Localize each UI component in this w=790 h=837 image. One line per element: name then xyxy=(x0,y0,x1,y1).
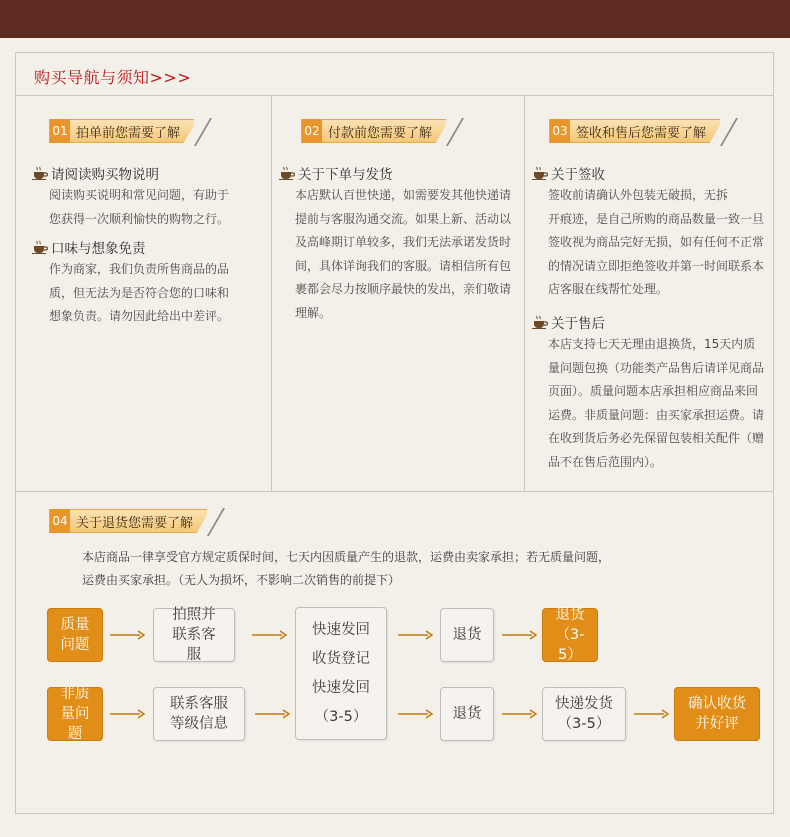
section-02-text-1: 本店默认百世快递，如需要发其他快递请 提前与客服沟通交流。如果上新、活动以 及高峰期订单较多，我们无法承诺发货时 间，具体详询我们的客服。请相信所有包 裹都会尽力按顺序最快的发出，亲们敬请 理解。 xyxy=(295,188,512,320)
section-01-badge: 01 拍单前您需要了解 xyxy=(49,119,194,143)
arrow-right-icon xyxy=(502,630,538,640)
arrow-right-icon xyxy=(110,630,146,640)
section-02-badge: 02 付款前您需要了解 xyxy=(301,119,446,143)
return-process-box: 快速发回 收货登记 快速发回 （3-5） xyxy=(295,607,387,740)
section-01-text-1: 阅读购买说明和常见问题，有助于 您获得一次顺利愉快的购物之行。 xyxy=(49,188,230,226)
quality-issue-box: 质量问题 xyxy=(47,608,103,662)
arrow-right-icon xyxy=(110,709,146,719)
section-02-heading-1: 关于下单与发货 xyxy=(279,163,393,183)
non-quality-issue-box: 非质量问题 xyxy=(47,687,103,741)
arrow-right-icon xyxy=(252,630,288,640)
section-01-heading-1: 请阅读购买物说明 xyxy=(32,163,159,183)
section-02-title: 付款前您需要了解 xyxy=(328,125,433,141)
arrow-right-icon xyxy=(398,630,434,640)
section-03-title: 签收和售后您需要了解 xyxy=(576,125,707,141)
section-03-badge: 03 签收和售后您需要了解 xyxy=(549,119,720,143)
coffee-cup-icon xyxy=(32,166,48,180)
coffee-cup-icon xyxy=(532,166,548,180)
purchase-guide-panel xyxy=(15,52,774,814)
section-03-heading-1: 关于签收 xyxy=(532,163,605,183)
section-01-title: 拍单前您需要了解 xyxy=(76,125,181,141)
top-banner xyxy=(0,0,790,38)
arrow-right-icon xyxy=(398,709,434,719)
divider xyxy=(16,491,773,492)
section-03-heading-2: 关于售后 xyxy=(532,312,605,332)
arrow-right-icon xyxy=(502,709,538,719)
arrow-right-icon xyxy=(255,709,291,719)
divider xyxy=(271,96,272,491)
section-04-badge: 04 关于退货您需要了解 xyxy=(49,509,207,533)
divider xyxy=(524,96,525,491)
section-03-text-1: 签收前请确认外包装无破损，无拆 开痕迹，是自己所购的商品数量一致一旦 签收视为商品完好无损，如有任何不正常 的情况请立即拒绝签收并第一时间联系本 店客服在线帮忙处理。 xyxy=(548,188,765,296)
contact-register-box: 联系客服等级信息 xyxy=(153,687,245,741)
return-intro-line-1: 本店商品一律享受官方规定质保时间，七天内因质量产生的退款，运费由卖家承担；若无质量问题， xyxy=(82,550,611,564)
divider xyxy=(16,95,773,96)
refund-box: 退货（3-5） xyxy=(542,608,598,662)
section-03-text-2: 本店支持七天无理由退换货，15天内质 量问题包换（功能类产品售后请详见商品 页面）。质量问题本店承担相应商品来回 运费。非质量问题：由买家承担运费。请 在收到货后务必先保留包装相关配件（赠 品不在售后范围内）。 xyxy=(548,337,765,469)
panel-title: 购买导航与须知>>> xyxy=(34,68,192,87)
confirm-receipt-box: 确认收货并好评 xyxy=(674,687,760,741)
return-box-2: 退货 xyxy=(440,687,494,741)
arrow-right-icon xyxy=(634,709,670,719)
express-ship-box: 快递发货（3-5） xyxy=(542,687,626,741)
section-01-text-2: 作为商家，我们负责所售商品的品 质，但无法为是否符合您的口味和 想象负责。请勿因此给出中差评。 xyxy=(49,262,230,323)
return-box-1: 退货 xyxy=(440,608,494,662)
section-01-heading-2: 口味与想象免责 xyxy=(32,237,146,257)
coffee-cup-icon xyxy=(32,240,48,254)
coffee-cup-icon xyxy=(279,166,295,180)
photo-contact-service-box: 拍照并联系客服 xyxy=(153,608,235,662)
return-intro-line-2: 运费由买家承担。（无人为损坏，不影响二次销售的前提下） xyxy=(82,573,401,587)
coffee-cup-icon xyxy=(532,315,548,329)
section-04-title: 关于退货您需要了解 xyxy=(76,515,194,531)
